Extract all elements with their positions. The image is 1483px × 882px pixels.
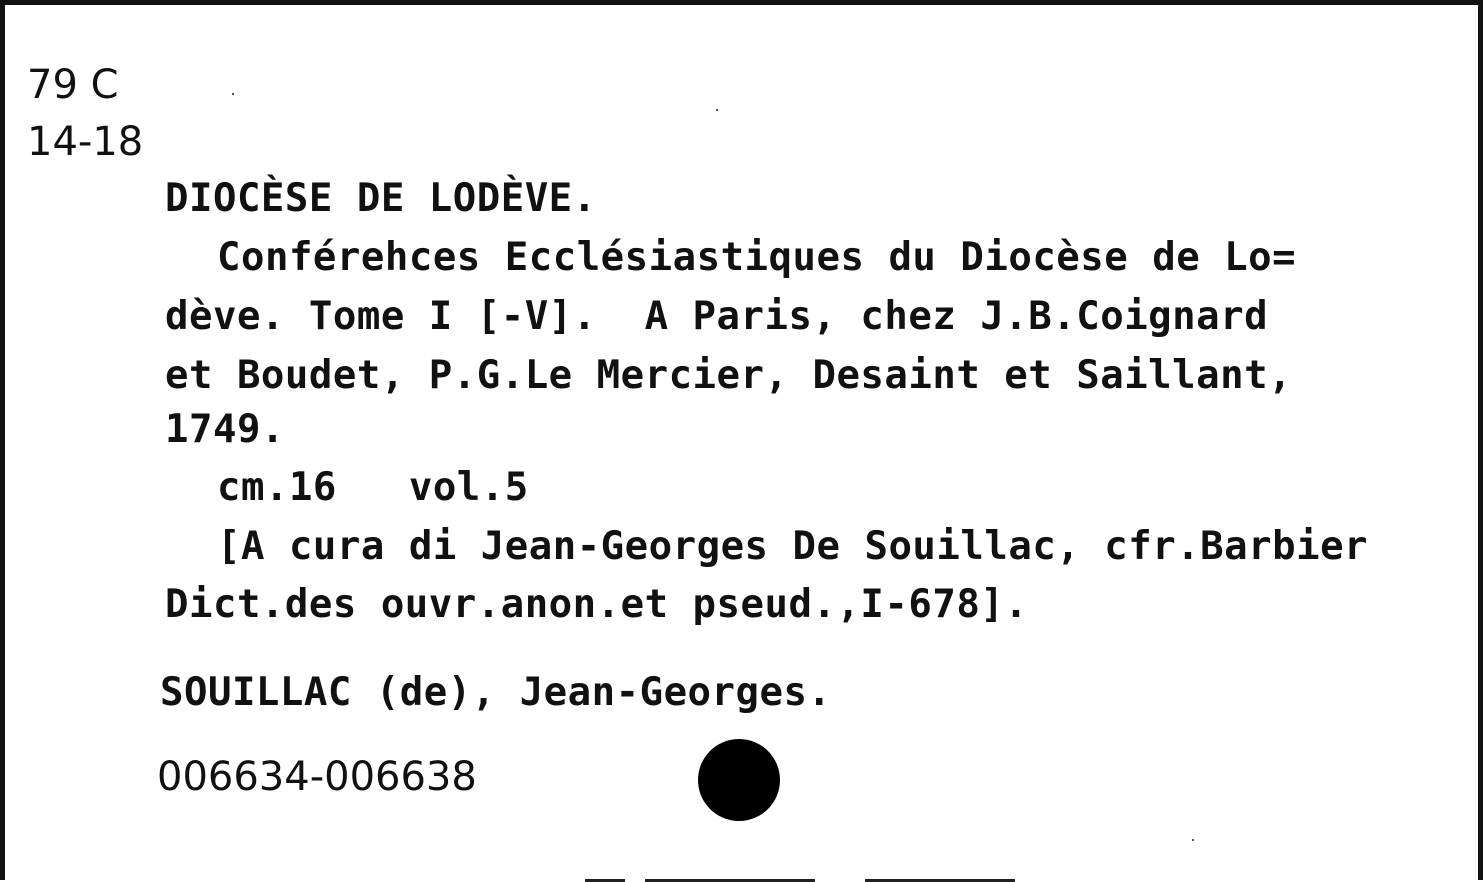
- speck: [1192, 839, 1194, 841]
- title-line-4: 1749.: [165, 407, 285, 452]
- speck: [716, 109, 718, 111]
- note-line-2: Dict.des ouvr.anon.et pseud.,I-678].: [165, 582, 1029, 627]
- call-number-line-1: 79 C: [27, 62, 119, 108]
- title-line-2: dève. Tome I [-V]. A Paris, chez J.B.Coignard: [165, 294, 1269, 339]
- title-line-1: Conférehces Ecclésiastiques du Diocèse de Lo=: [217, 235, 1297, 280]
- speck: [232, 93, 234, 95]
- note-line-1: [A cura di Jean-Georges De Souillac, cfr.Barbier: [217, 524, 1369, 569]
- call-number-line-2: 14-18: [27, 119, 144, 165]
- added-entry: SOUILLAC (de), Jean-Georges.: [160, 670, 832, 715]
- card-heading: DIOCÈSE DE LODÈVE.: [165, 176, 597, 221]
- record-range: 006634-006638: [157, 754, 477, 800]
- physical-description: cm.16 vol.5: [217, 465, 529, 510]
- punch-hole: [698, 739, 780, 821]
- title-line-3: et Boudet, P.G.Le Mercier, Desaint et Saillant,: [165, 353, 1293, 398]
